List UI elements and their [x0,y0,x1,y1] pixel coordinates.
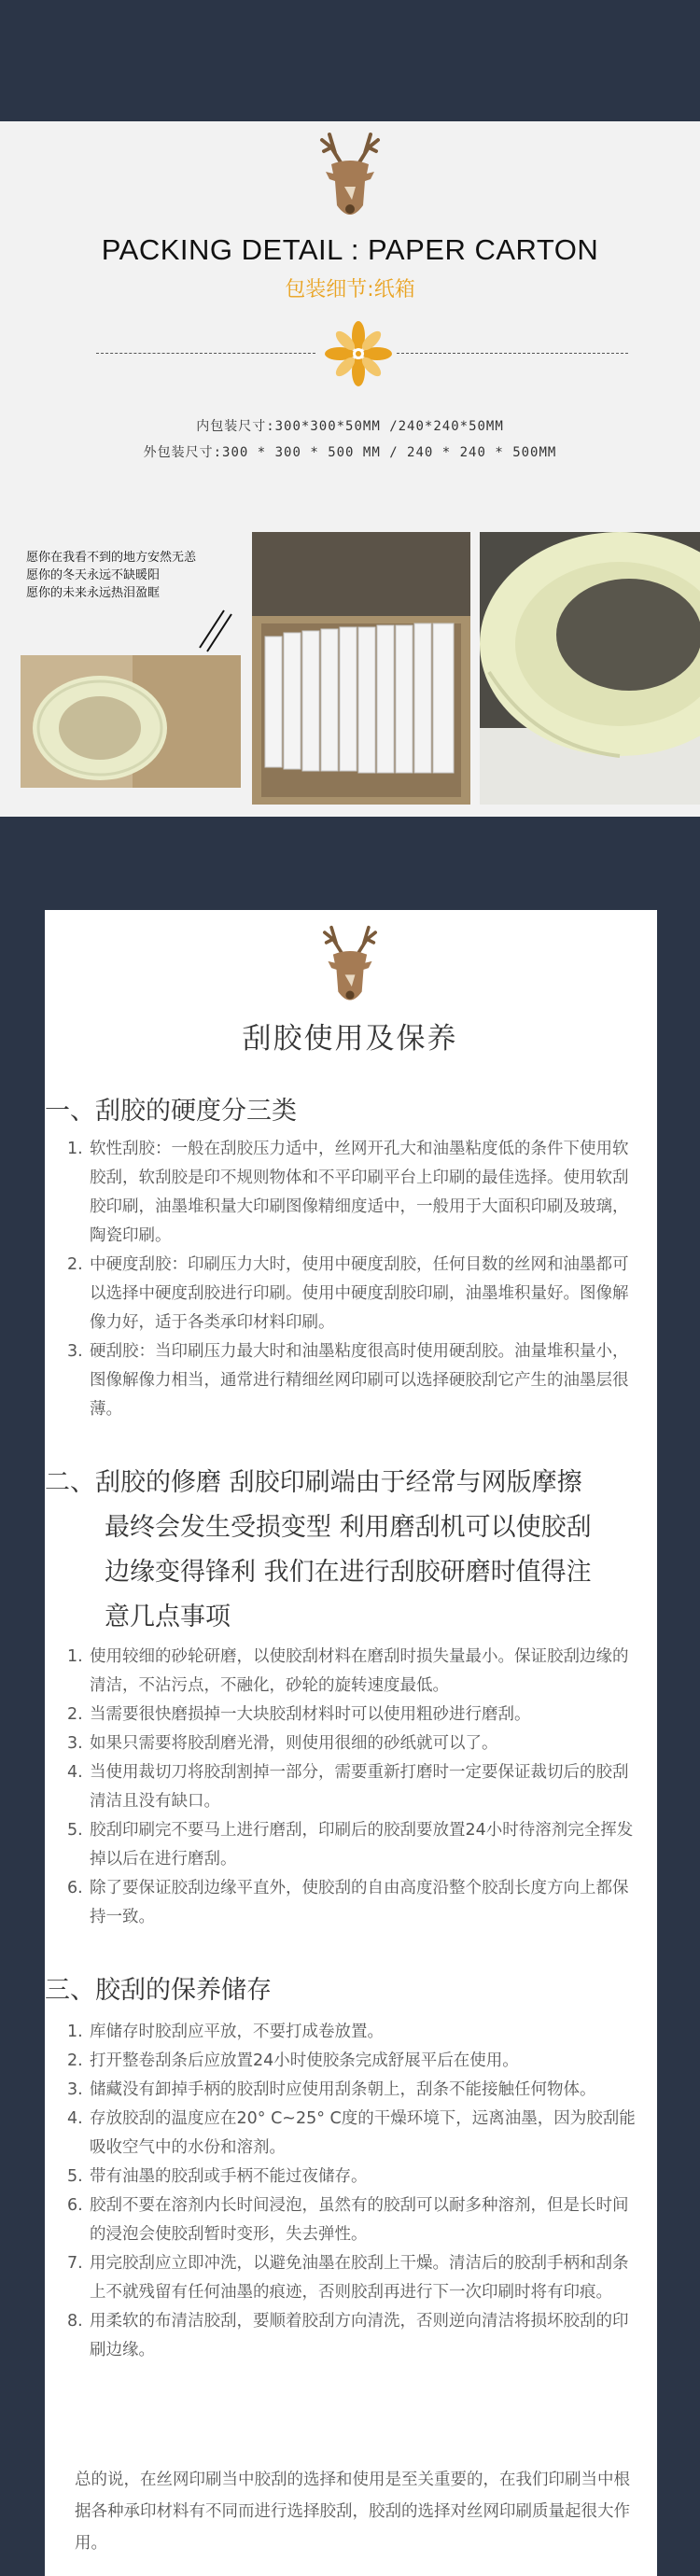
item-text: 打开整卷刮条后应放置24小时使胶条完成舒展平后在使用。 [90,2051,519,2070]
care-title: 刮胶使用及保养 [242,1022,458,1056]
list-item [67,1701,637,1729]
list-item [67,1729,637,1758]
deer-logo-icon [311,924,389,1014]
divider-right [397,353,628,354]
list-item [67,1758,637,1816]
list-item [67,1816,637,1874]
section1-list [67,1135,637,1424]
outer-size-text: 外包装尺寸:300 * 300 * 500 MM / 240 * 240 * 500MM [143,445,557,460]
section2-heading-line: 意几点事项 [105,1603,231,1631]
section3-list [67,2018,637,2365]
list-item [67,1135,637,1251]
top-band [0,0,700,121]
item-number: 3. [67,2080,83,2099]
item-number: 7. [67,2254,83,2273]
item-number: 3. [67,1342,83,1361]
poem-line: 愿你在我看不到的地方安然无恙 [26,551,197,565]
slash-decoration [196,607,233,653]
poem-text [26,549,250,602]
item-number: 4. [67,1763,83,1782]
item-number: 8. [67,2312,83,2331]
packing-subtitle: 包装细节:纸箱 [285,278,415,301]
item-text: 当需要很快磨损掉一大块胶刮材料时可以使用粗砂进行磨刮。 [90,1705,531,1724]
item-text: 带有油墨的胶刮或手柄不能过夜储存。 [90,2167,368,2186]
item-number: 6. [67,2196,83,2215]
item-text: 用完胶刮应立即冲洗，以避免油墨在胶刮上干燥。清洁后的胶刮手柄和刮条上不就残留有任何油墨的痕迹，否则胶刮再进行下一次印刷时将有印痕。 [90,2254,629,2302]
list-item [67,2105,637,2163]
item-text: 用柔软的布清洁胶刮，要顺着胶刮方向清洗，否则逆向清洁将损坏胶刮的印刷边缘。 [90,2312,629,2359]
item-number: 5. [67,2167,83,2186]
item-number: 2. [67,2051,83,2070]
item-number: 4. [67,2109,83,2128]
flower-icon [321,317,396,390]
inner-size-text: 内包装尺寸:300*300*50MM /240*240*50MM [196,419,504,434]
item-text: 中硬度刮胶：印刷压力大时，使用中硬度刮胶，任何目数的丝网和油墨都可以选择中硬度刮胶进行印刷。使用中硬度刮胶印刷，油墨堆积量好。图像解像力好，适于各类承印材料印刷。 [90,1255,629,1332]
summary-paragraph: 总的说，在丝网印刷当中胶刮的选择和使用是至关重要的，在我们印刷当中根据各种承印材料有不同而进行选择胶刮，胶刮的选择对丝网印刷质量起很大作用。 [75,2471,630,2553]
deer-logo-icon [311,131,389,230]
list-item [67,1643,637,1701]
poem-line: 愿你的冬天永远不缺暖阳 [26,568,161,582]
section2-heading [45,1461,661,1640]
product-photo-roll-large [480,532,700,805]
item-text: 存放胶刮的温度应在20° C~25° C度的干燥环境下，远离油墨，因为胶刮能吸收空气中的水份和溶剂。 [90,2109,636,2157]
item-text: 除了要保证胶刮边缘平直外，使胶刮的自由高度沿整个胶刮长度方向上都保持一致。 [90,1879,629,1926]
list-item [67,1874,637,1932]
list-item [67,2191,637,2249]
section2-list [67,1643,637,1932]
item-number: 1. [67,1647,83,1666]
item-text: 库储存时胶刮应平放，不要打成卷放置。 [90,2023,384,2041]
section2-heading-line: 边缘变得锋利 我们在进行刮胶研磨时值得注 [105,1558,592,1587]
item-number: 1. [67,1140,83,1158]
packing-title: PACKING DETAIL : PAPER CARTON [101,233,599,266]
poem-line: 愿你的未来永远热泪盈眶 [26,586,161,600]
item-text: 胶刮印刷完不要马上进行磨刮，印刷后的胶刮要放置24小时待溶剂完全挥发掉以后在进行磨刮。 [90,1821,634,1869]
separator-band [0,817,700,910]
item-number: 5. [67,1821,83,1840]
list-item [67,2076,637,2105]
list-item [67,2018,637,2047]
item-text: 使用较细的砂轮研磨，以使胶刮材料在磨刮时损失量最小。保证胶刮边缘的清洁，不沾污点，不融化，砂轮的旋转速度最低。 [90,1647,629,1695]
item-number: 3. [67,1734,83,1753]
section2-heading-line: 二、刮胶的修磨 刮胶印刷端由于经常与网版摩擦 [45,1468,582,1497]
item-text: 如果只需要将胶刮磨光滑，则使用很细的砂纸就可以了。 [90,1734,498,1753]
item-text: 软性刮胶：一般在刮胶压力适中，丝网开孔大和油墨粘度低的条件下使用软胶刮，软刮胶是印不规则物体和不平印刷平台上印刷的最佳选择。使用软刮胶印刷，油墨堆积量大印刷图像精细度适中，一般用于大面积印刷及玻璃，陶瓷印刷。 [90,1140,629,1245]
divider-left [96,353,315,354]
list-item [67,2249,637,2307]
section3-heading: 三、胶刮的保养储存 [45,1976,272,2005]
item-number: 1. [67,2023,83,2041]
item-number: 2. [67,1255,83,1274]
item-text: 当使用裁切刀将胶刮割掉一部分，需要重新打磨时一定要保证裁切后的胶刮清洁且没有缺口。 [90,1763,629,1811]
item-text: 胶刮不要在溶剂内长时间浸泡，虽然有的胶刮可以耐多种溶剂，但是长时间的浸泡会使胶刮暂时变形，失去弹性。 [90,2196,629,2244]
product-photo-box [252,532,470,805]
list-item [67,1251,637,1337]
list-item [67,1337,637,1424]
list-item [67,2307,637,2365]
section1-heading: 一、刮胶的硬度分三类 [45,1097,297,1126]
item-text: 硬刮胶：当印刷压力最大时和油墨粘度很高时使用硬刮胶。油量堆积量小，图像解像力相当，通常进行精细丝网印刷可以选择硬胶刮它产生的油墨层很薄。 [90,1342,629,1419]
product-photo-roll-small [21,655,241,788]
packing-section [0,121,700,817]
list-item [67,2163,637,2191]
item-number: 6. [67,1879,83,1897]
list-item [67,2047,637,2076]
item-text: 储藏没有卸掉手柄的胶刮时应使用刮条朝上，刮条不能接触任何物体。 [90,2080,596,2099]
item-number: 2. [67,1705,83,1724]
section2-heading-line: 最终会发生受损变型 利用磨刮机可以使胶刮 [105,1513,592,1542]
